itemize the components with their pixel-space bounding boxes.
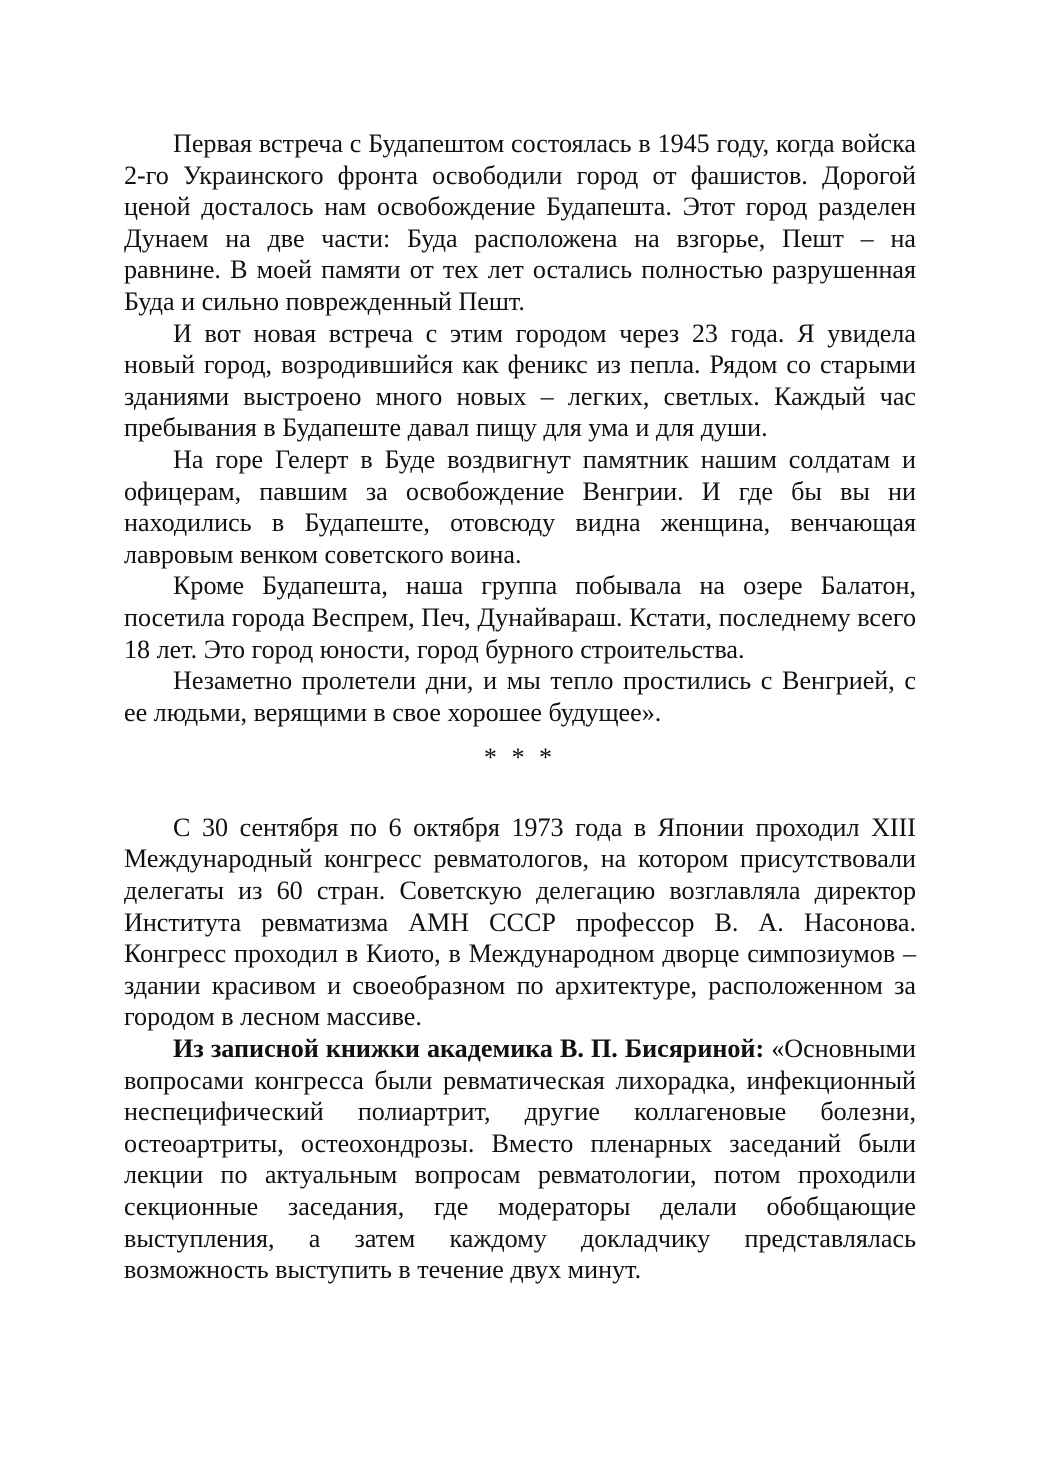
paragraph-first-meeting: Первая встреча с Будапештом состоялась в 1945 году, когда войска 2-го Украинского фронта освободили город от фашистов. Дорогой ценой досталось нам освобождение Будапешта. Этот город разделен Дунаем на две части: Буда расположена на взгорье, Пешт – на равнине. В моей памяти от тех лет остались полностью разрушенная Буда и сильно поврежденный Пешт. bbox=[124, 129, 916, 316]
section-separator: * * * bbox=[483, 743, 557, 773]
paragraph-other-cities: Кроме Будапешта, наша группа побывала на озере Балатон, посетила города Веспрем, Печ, Дунайвараш. Кстати, последнему всего 18 лет. Это город юности, город бурного строительства. bbox=[124, 571, 916, 664]
page-body bbox=[124, 128, 916, 1286]
paragraph-congress: С 30 сентября по 6 октября 1973 года в Японии проходил XIII Международный конгресс ревматологов, на котором присутствовали делегаты из 60 стран. Советскую делегацию возглавляла директор Института ревматизма АМН СССР профессор В. А. Насонова. Конгресс проходил в Киото, в Международном дворце симпозиумов – здании красивом и своеобразном по архитектуре, расположенном за городом в лесном массиве. bbox=[124, 812, 916, 1032]
notebook-text: «Основными вопросами конгресса были ревматическая лихорадка, инфекционный неспецифический полиартрит, другие коллагеновые болезни, остеоартриты, остеохондрозы. Вместо пленарных заседаний были лекции по актуальным вопросам ревматологии, потом проходили секционные заседания, где модераторы делали обобщающие выступления, а затем каждому докладчику представлялась возможность выступить в течение двух минут. bbox=[124, 1034, 916, 1285]
paragraph-farewell: Незаметно пролетели дни, и мы тепло простились с Венгрией, с ее людьми, верящими в свое хорошее будущее». bbox=[124, 666, 916, 727]
notebook-lead: Из записной книжки академика В. П. Бисяриной: bbox=[173, 1034, 765, 1064]
paragraph-new-meeting: И вот новая встреча с этим городом через 23 года. Я увидела новый город, возродившийся как феникс из пепла. Рядом со старыми зданиями выстроено много новых – легких, светлых. Каждый час пребывания в Будапеште давал пищу для ума и для души. bbox=[124, 318, 916, 443]
paragraph-gellert-monument: На горе Гелерт в Буде воздвигнут памятник нашим солдатам и офицерам, павшим за освобождение Венгрии. И где бы вы ни находились в Будапеште, отовсюду видна женщина, венчающая лавровым венком советского воина. bbox=[124, 444, 916, 569]
paragraph-notebook bbox=[124, 1033, 916, 1286]
